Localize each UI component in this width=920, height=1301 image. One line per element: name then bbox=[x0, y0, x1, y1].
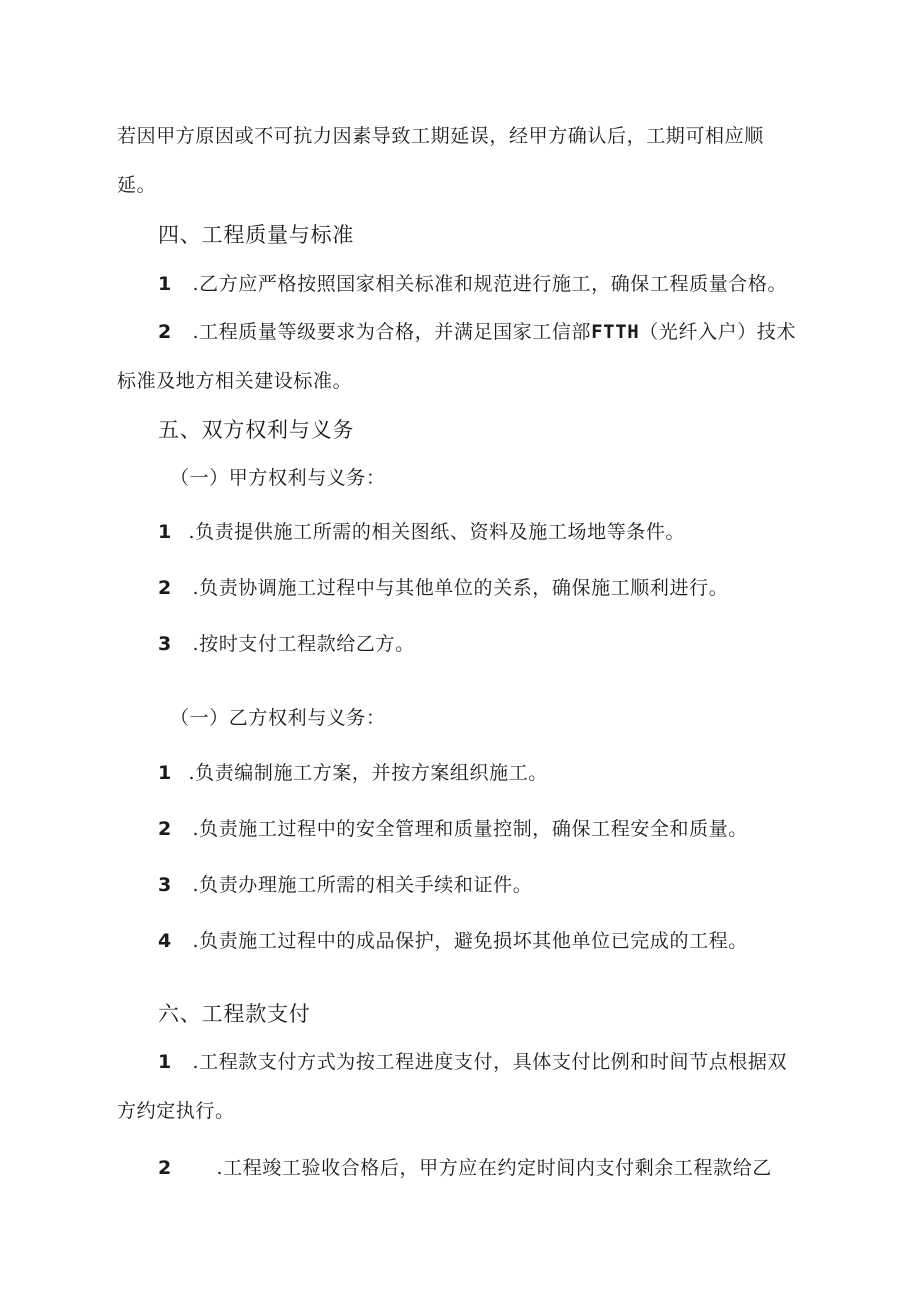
item-dot: . bbox=[188, 521, 196, 543]
item-number: 2 bbox=[158, 818, 172, 840]
item-text: 工程款支付方式为按工程进度支付，具体支付比例和时间节点根据双 bbox=[199, 1051, 788, 1073]
item-number: 2 bbox=[158, 577, 172, 599]
item-number: 3 bbox=[158, 633, 172, 655]
section-6-item-2 bbox=[158, 1156, 772, 1180]
item-dot: . bbox=[192, 1051, 200, 1073]
section-4-item-2 bbox=[158, 320, 796, 344]
item-dot: . bbox=[192, 818, 200, 840]
item-text: 负责办理施工所需的相关手续和证件。 bbox=[199, 874, 533, 896]
item-number: 4 bbox=[158, 930, 172, 952]
item-text: 负责协调施工过程中与其他单位的关系，确保施工顺利进行。 bbox=[199, 577, 729, 599]
item-text: 工程质量等级要求为合格，并满足国家工信部 bbox=[199, 321, 592, 343]
item-dot: . bbox=[192, 273, 200, 295]
item-text: 负责提供施工所需的相关图纸、资料及施工场地等条件。 bbox=[195, 521, 686, 543]
party-a-item-3 bbox=[158, 632, 415, 656]
section-4-item-2-continuation: 标准及地方相关建设标准。 bbox=[117, 370, 353, 392]
party-b-item-3 bbox=[158, 873, 532, 897]
item-text-after: （光纤入户）技术 bbox=[639, 321, 797, 343]
item-text: 负责编制施工方案，并按方案组织施工。 bbox=[195, 762, 548, 784]
intro-line-2: 延。 bbox=[117, 174, 157, 196]
item-text: 按时支付工程款给乙方。 bbox=[199, 633, 415, 655]
item-text: 乙方应严格按照国家相关标准和规范进行施工，确保工程质量合格。 bbox=[199, 273, 788, 295]
item-text: 负责施工过程中的安全管理和质量控制，确保工程安全和质量。 bbox=[199, 818, 748, 840]
item-dot: . bbox=[188, 762, 196, 784]
party-a-subheading: （一）甲方权利与义务： bbox=[170, 467, 386, 489]
section-6-item-1-continuation: 方约定执行。 bbox=[117, 1100, 235, 1122]
section-6-item-1 bbox=[158, 1050, 787, 1074]
item-number: 2 bbox=[158, 321, 172, 343]
item-text: 工程竣工验收合格后，甲方应在约定时间内支付剩余工程款给乙 bbox=[223, 1157, 772, 1179]
ftth-code: FTTH bbox=[591, 321, 640, 343]
section-5-heading: 五、双方权利与义务 bbox=[158, 418, 355, 442]
item-dot: . bbox=[192, 321, 200, 343]
party-b-subheading: （一）乙方权利与义务： bbox=[170, 707, 386, 729]
intro-line-1: 若因甲方原因或不可抗力因素导致工期延误，经甲方确认后，工期可相应顺 bbox=[117, 125, 764, 147]
section-4-heading: 四、工程质量与标准 bbox=[158, 223, 355, 247]
item-number: 1 bbox=[158, 762, 172, 784]
party-b-item-4 bbox=[158, 929, 748, 953]
item-dot: . bbox=[192, 930, 200, 952]
item-dot: . bbox=[192, 633, 200, 655]
item-number: 3 bbox=[158, 874, 172, 896]
section-4-item-1 bbox=[158, 272, 787, 296]
section-6-heading: 六、工程款支付 bbox=[158, 1002, 311, 1026]
item-dot: . bbox=[192, 577, 200, 599]
item-number: 1 bbox=[158, 521, 172, 543]
item-dot: . bbox=[192, 874, 200, 896]
party-a-item-2 bbox=[158, 576, 728, 600]
item-number: 1 bbox=[158, 273, 172, 295]
item-text: 负责施工过程中的成品保护，避免损坏其他单位已完成的工程。 bbox=[199, 930, 748, 952]
item-dot: . bbox=[216, 1157, 224, 1179]
item-number: 1 bbox=[158, 1051, 172, 1073]
party-b-item-2 bbox=[158, 817, 748, 841]
item-number: 2 bbox=[158, 1157, 172, 1179]
party-b-item-1 bbox=[158, 761, 548, 785]
party-a-item-1 bbox=[158, 520, 685, 544]
